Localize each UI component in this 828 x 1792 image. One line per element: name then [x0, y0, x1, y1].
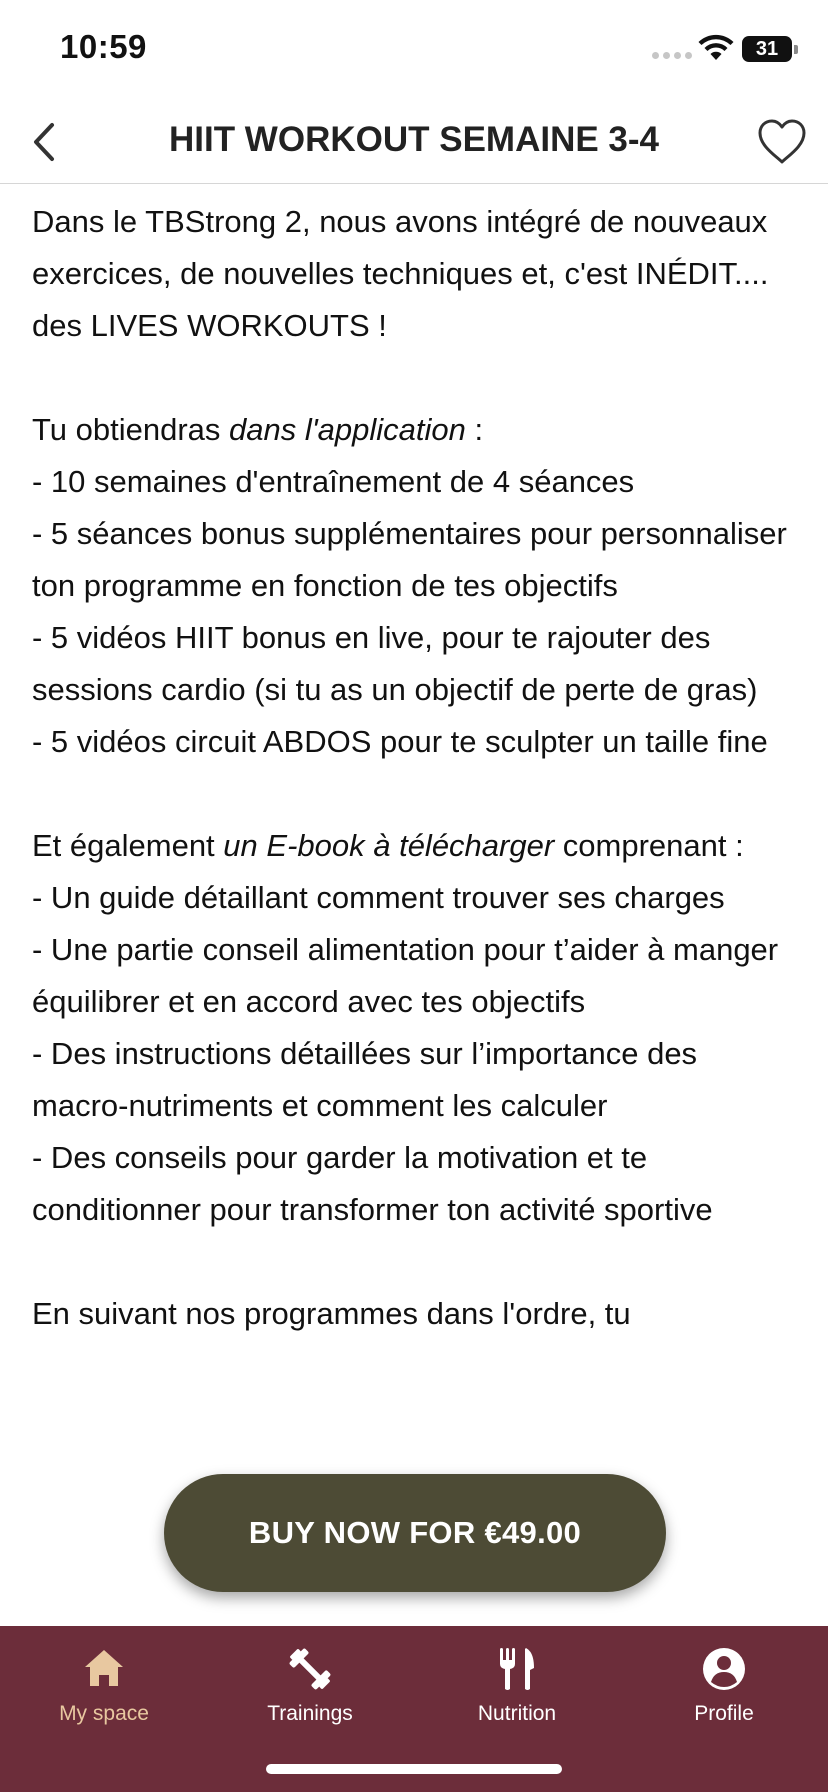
cellular-signal-icon — [652, 52, 692, 59]
ebook-em: un E-book à télécharger — [223, 828, 555, 863]
tab-my-space[interactable] — [14, 1640, 194, 1740]
list-item: - Un guide détaillant comment trouver ses charges — [32, 880, 725, 915]
list-item: - 5 séances bonus supplémentaires pour personnaliser ton programme en fonction de tes objectifs — [32, 516, 787, 603]
ebook-intro — [32, 820, 802, 872]
list-item: - 10 semaines d'entraînement de 4 séances — [32, 464, 635, 499]
tab-label: Nutrition — [477, 1702, 557, 1725]
status-bar — [0, 0, 828, 100]
favorite-button[interactable] — [754, 114, 810, 170]
back-button[interactable] — [20, 118, 68, 166]
description-content[interactable] — [32, 196, 802, 1626]
ebook-suffix: comprenant : — [554, 828, 744, 863]
page-title: HIIT WORKOUT SEMAINE 3-4 — [168, 120, 660, 159]
dumbbell-icon — [287, 1646, 333, 1692]
list-item: - Des conseils pour garder la motivation et te conditionner pour transformer ton activité sportive — [32, 1140, 713, 1227]
list-item: - 5 vidéos HIIT bonus en live, pour te rajouter des sessions cardio (si tu as un objectif de perte de gras) — [32, 620, 758, 707]
app-intro — [32, 404, 802, 456]
tab-label: My space — [59, 1702, 149, 1725]
chevron-left-icon — [30, 122, 58, 162]
tab-profile[interactable] — [634, 1640, 814, 1740]
list-item: - Une partie conseil alimentation pour t’aider à manger équilibrer et en accord avec tes objectifs — [32, 932, 779, 1019]
list-item: - 5 vidéos circuit ABDOS pour te sculpter un taille fine — [32, 724, 768, 759]
ebook-prefix: Et également — [32, 828, 224, 863]
outro-text: En suivant nos programmes dans l'ordre, tu — [32, 1296, 631, 1331]
battery-icon: 31 — [742, 36, 792, 62]
app-intro-prefix: Tu obtiendras — [32, 412, 230, 447]
profile-icon — [701, 1646, 747, 1692]
list-item: - Des instructions détaillées sur l’importance des macro-nutriments et comment les calculer — [32, 1036, 698, 1123]
app-intro-em: dans l'application — [229, 412, 466, 447]
fork-knife-icon — [494, 1646, 540, 1692]
header — [0, 100, 828, 184]
tab-label: Profile — [694, 1702, 754, 1725]
app-intro-suffix: : — [465, 412, 484, 447]
home-icon — [81, 1646, 127, 1692]
tab-nutrition[interactable] — [427, 1640, 607, 1740]
tab-bar — [0, 1626, 828, 1792]
home-indicator[interactable] — [266, 1764, 562, 1774]
status-time: 10:59 — [60, 28, 147, 65]
buy-now-button[interactable]: BUY NOW FOR €49.00 — [164, 1474, 666, 1592]
heart-outline-icon — [756, 118, 808, 166]
tab-label: Trainings — [267, 1702, 353, 1725]
intro-text: Dans le TBStrong 2, nous avons intégré de nouveaux exercices, de nouvelles techniques et, c'est INÉDIT.... des LIVES WORKOUTS ! — [32, 204, 769, 343]
wifi-icon — [698, 34, 734, 62]
tab-trainings[interactable] — [220, 1640, 400, 1740]
